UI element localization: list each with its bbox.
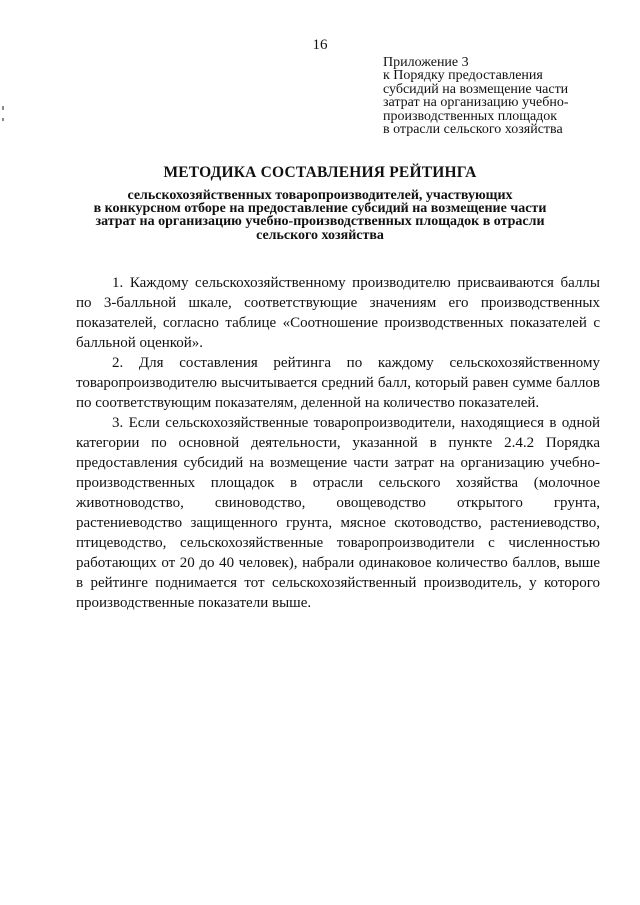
subtitle-line: сельскохозяйственных товаропроизводителей, участвующих — [127, 188, 513, 203]
subtitle-line: в конкурсном отборе на предоставление субсидий на возмещение части — [93, 201, 547, 217]
document-body — [76, 273, 600, 613]
scan-artifact-mark — [2, 118, 4, 121]
page-number: 16 — [312, 37, 328, 53]
appendix-note — [383, 56, 633, 136]
appendix-line: к Порядку предоставления — [383, 68, 543, 84]
document-title: МЕТОДИКА СОСТАВЛЕНИЯ РЕЙТИНГА — [163, 164, 477, 181]
document-subtitle — [60, 189, 580, 242]
paragraph-2: 2. Для составления рейтинга по каждому сельскохозяйственному товаропроизводителю высчитывается средний балл, который равен сумме баллов по соответствующим показателям, деленной на количество показателей. — [76, 355, 600, 411]
subtitle-line: сельского хозяйства — [256, 227, 384, 243]
paragraph-3: 3. Если сельскохозяйственные товаропроизводители, находящиеся в одной категории по основной деятельности, указанной в пункте 2.4.2 Порядка предоставления субсидий на возмещение части затрат на организацию учебно-производственных площадок в отрасли сельского хозяйства (молочное животноводство, свиноводство, овощеводство открытого грунта, растениеводство защищенного грунта, мясное скотоводство, растениеводство, птицеводство, сельскохозяйственные товаропроизводители с численностью работающих от 20 до 40 человек), набрали одинаковое количество баллов, выше в рейтинге поднимается тот сельскохозяйственный производитель, у которого производственные показатели выше. — [76, 415, 600, 611]
appendix-line: Приложение 3 — [383, 55, 469, 70]
appendix-line: производственных площадок — [383, 108, 558, 124]
paragraph-1: 1. Каждому сельскохозяйственному производителю присваиваются баллы по 3-балльной шкале, соответствующие значениям его производственных показателей, согласно таблице «Соотношение производственных показателей с балльной оценкой». — [76, 275, 600, 351]
scan-artifact-mark — [2, 106, 4, 110]
appendix-line: в отрасли сельского хозяйства — [383, 122, 563, 138]
appendix-line: затрат на организацию учебно- — [383, 95, 569, 111]
subtitle-line: затрат на организацию учебно-производственных площадок в отрасли — [95, 214, 545, 230]
appendix-line: субсидий на возмещение части — [383, 81, 569, 97]
